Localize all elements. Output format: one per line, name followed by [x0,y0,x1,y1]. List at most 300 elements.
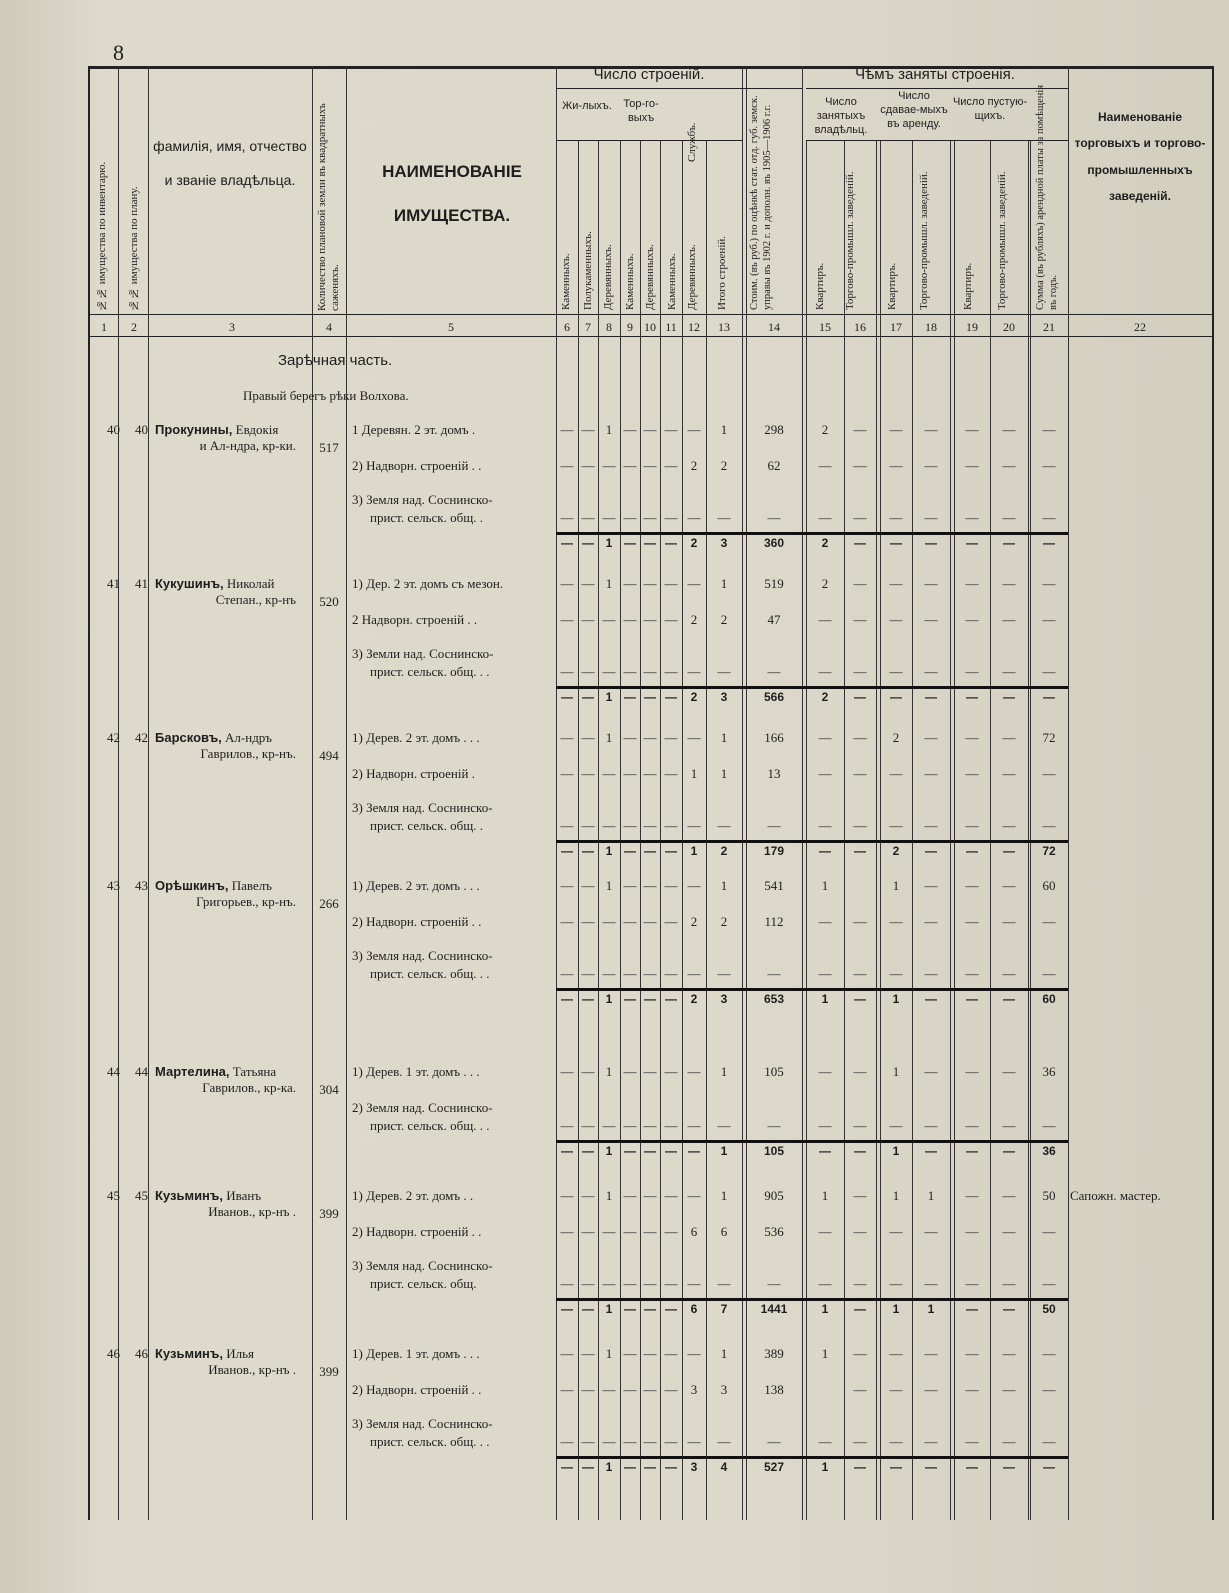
cell-c12: — [687,1064,701,1079]
total-c9: — [624,536,636,550]
header-c16: Торгово-промышл. заведеній. [844,171,856,310]
inventory-number: 41 [107,576,120,591]
cell-c15: — [818,1118,832,1133]
cell-c21: 72 [1042,730,1056,745]
cell-c19: — [965,914,979,929]
property-item: 3) Земля над. Соснинско- [352,948,493,963]
cell-c7: — [581,914,595,929]
total-c7: — [582,1144,594,1158]
property-item: 1) Дерев. 2 эт. домъ . . . [352,878,480,893]
header-c11: Каменныхъ. [666,253,678,310]
cell-c9: — [623,1434,637,1449]
property-item: 2) Надворн. строеній . [352,766,475,781]
cell-c20: — [1002,914,1016,929]
header-property-text: НАИМЕНОВАНІЕ ИМУЩЕСТВА. [382,162,522,226]
total-c8: 1 [605,690,613,704]
cell-c7: — [581,1064,595,1079]
cell-c13: 1 [720,576,728,591]
cell-c11: — [664,878,678,893]
cell-c21: — [1042,914,1056,929]
cell-c15: — [818,612,832,627]
total-c18: 1 [927,1302,935,1316]
cell-c17: — [889,1382,903,1397]
total-c21: — [1043,1460,1055,1474]
total-c11: — [665,1460,677,1474]
total-c7: — [582,1460,594,1474]
cell-c17: — [889,914,903,929]
cell-c7: — [581,966,595,981]
total-c10: — [644,844,656,858]
cell-c17: — [889,664,903,679]
property-item: 1) Дерев. 1 эт. домъ . . . [352,1064,480,1079]
owner-name [155,1064,276,1080]
total-rule [556,988,1068,991]
cell-c9: — [623,612,637,627]
cell-c10: — [643,878,657,893]
total-c12: 2 [690,992,698,1006]
cell-c9: — [623,1346,637,1361]
cell-c19: — [965,458,979,473]
cell-c6: — [560,1346,574,1361]
cell-c9: — [623,458,637,473]
header-plan-no: №№ имущества по плану. [128,186,140,311]
cell-c14: 105 [764,1064,784,1079]
owner-given-name: Ал-ндръ [221,730,273,745]
plan-number: 42 [135,730,148,745]
total-c18: — [925,690,937,704]
cell-c21: — [1042,766,1056,781]
cell-c16: — [853,458,867,473]
cell-c11: — [664,914,678,929]
cell-c14: 541 [764,878,784,893]
cell-c14: — [767,818,781,833]
cell-c8: — [602,914,616,929]
header-owner-text: фамилія, имя, отчество и званіе владѣльца. [153,138,307,188]
header-empty: Число пустую-щихъ. [952,96,1028,122]
cell-c7: — [581,730,595,745]
cell-c8: — [602,818,616,833]
cell-c7: — [581,1346,595,1361]
cell-c13: — [717,664,731,679]
total-c16: — [854,536,866,550]
total-c19: — [966,992,978,1006]
cell-c21: — [1042,422,1056,437]
property-item: 2) Надворн. строеній . . [352,1224,482,1239]
total-c13: 2 [720,844,728,858]
cell-c15: — [818,664,832,679]
cell-c8: 1 [605,730,613,745]
cell-c13: — [717,818,731,833]
owner-name [155,1346,254,1362]
total-c13: 4 [720,1460,728,1474]
header-usage-group: Чѣмъ заняты строенія. [855,66,1015,83]
cell-c14: 13 [767,766,781,781]
cell-c19: — [965,576,979,591]
cell-c7: — [581,1434,595,1449]
column-number: 13 [718,320,730,334]
cell-c16: — [853,422,867,437]
cell-c21: — [1042,1224,1056,1239]
cell-c20: — [1002,1382,1016,1397]
cell-c9: — [623,1276,637,1291]
inventory-number: 45 [107,1188,120,1203]
inventory-number: 43 [107,878,120,893]
property-item: 2) Надворн. строеній . . [352,1382,482,1397]
total-c15: 2 [821,690,829,704]
column-rule [118,66,119,1520]
cell-c20: — [1002,818,1016,833]
total-c11: — [665,1144,677,1158]
inventory-number: 40 [107,422,120,437]
cell-c15: — [818,1224,832,1239]
total-c13: 3 [720,536,728,550]
total-c18: — [925,992,937,1006]
total-c21: 72 [1042,844,1056,858]
cell-c21: — [1042,1434,1056,1449]
cell-c16: — [853,612,867,627]
page-number: 8 [113,40,124,65]
total-c14: 653 [763,992,785,1006]
column-number: 2 [131,320,137,334]
owner-given-name: Татьяна [229,1064,277,1079]
plan-number: 46 [135,1346,148,1361]
total-c7: — [582,536,594,550]
header-land-area: Количество плановой земли въ квадратныхъ саженяхъ. [316,103,341,311]
cell-c14: — [767,664,781,679]
total-c21: 36 [1042,1144,1056,1158]
total-rule [556,1456,1068,1459]
cell-c15: 1 [821,1188,829,1203]
cell-c20: — [1002,1434,1016,1449]
total-rule [556,840,1068,843]
cell-c9: — [623,576,637,591]
total-c6: — [561,1460,573,1474]
cell-c8: — [602,612,616,627]
cell-c21: 50 [1042,1188,1056,1203]
cell-c9: — [623,818,637,833]
cell-c19: — [965,1064,979,1079]
header-property [352,150,552,238]
cell-c10: — [643,1188,657,1203]
cell-c7: — [581,766,595,781]
owner-detail: Григорьев., кр-нъ. [196,894,296,909]
cell-c14: 166 [764,730,784,745]
header-residential: Жи-лыхъ. [562,100,612,112]
cell-c13: 1 [720,766,728,781]
cell-c17: — [889,1346,903,1361]
total-c7: — [582,690,594,704]
cell-c19: — [965,422,979,437]
cell-c6: — [560,576,574,591]
total-c8: 1 [605,992,613,1006]
total-c12: 2 [690,536,698,550]
header-c14: Стоим. (въ руб.) по оцѣнкѣ стат. отд. губ. земск. управы въ 1902 г. и дополн. въ 1905—1906 г.г. [749,95,773,310]
total-c8: 1 [605,1302,613,1316]
column-number: 15 [819,320,831,334]
property-item: 1) Дер. 2 эт. домъ съ мезон. [352,576,504,591]
cell-c13: 2 [720,458,728,473]
cell-c8: — [602,966,616,981]
column-number: 9 [627,320,633,334]
total-c8: 1 [605,844,613,858]
cell-c9: — [623,1064,637,1079]
cell-c15: — [818,818,832,833]
total-c19: — [966,844,978,858]
cell-c8: 1 [605,878,613,893]
owner-surname: Кукушинъ, [155,576,224,591]
header-sub-rule [556,140,742,141]
property-item: 1 Деревян. 2 эт. домъ . [352,422,476,437]
owner-surname: Кузьминъ, [155,1188,223,1203]
cell-c7: — [581,1224,595,1239]
cell-c17: — [889,510,903,525]
plan-number: 40 [135,422,148,437]
land-area: 494 [319,748,339,763]
total-c20: — [1003,844,1015,858]
cell-c17: — [889,1434,903,1449]
cell-c12: — [687,422,701,437]
total-c11: — [665,844,677,858]
cell-c20: — [1002,422,1016,437]
column-rule [148,66,149,1520]
total-rule [556,686,1068,689]
total-c15: — [819,1144,831,1158]
cell-c10: — [643,1064,657,1079]
cell-c6: — [560,730,574,745]
cell-c15: — [818,966,832,981]
total-c17: 1 [892,992,900,1006]
total-c10: — [644,992,656,1006]
cell-c20: — [1002,1224,1016,1239]
land-area: 517 [319,440,339,455]
owner-surname: Мартелина, [155,1064,230,1079]
cell-c10: — [643,422,657,437]
cell-c17: — [889,1276,903,1291]
cell-c14: 112 [764,914,784,929]
cell-c6: — [560,1434,574,1449]
total-c17: — [890,1460,902,1474]
header-buildings-group: Число строеній. [593,66,705,83]
cell-c10: — [643,458,657,473]
colnum-bottom-rule [88,336,1212,337]
cell-c12: 6 [690,1224,698,1239]
property-item-cont: прист. сельск. общ. . . [370,1434,490,1449]
total-c7: — [582,1302,594,1316]
cell-c13: 6 [720,1224,728,1239]
cell-c12: — [687,1434,701,1449]
cell-c12: — [687,1188,701,1203]
cell-c20: — [1002,664,1016,679]
cell-c20: — [1002,458,1016,473]
cell-c10: — [643,1382,657,1397]
cell-c8: — [602,664,616,679]
cell-c18: — [924,766,938,781]
cell-c6: — [560,766,574,781]
cell-c16: — [853,766,867,781]
total-c21: — [1043,536,1055,550]
cell-c19: — [965,1276,979,1291]
cell-c18: — [924,576,938,591]
cell-c13: 2 [720,612,728,627]
cell-c16: — [853,1188,867,1203]
total-c12: 1 [690,844,698,858]
header-c20: Торгово-промышл. заведеній. [996,171,1008,310]
cell-c14: — [767,1276,781,1291]
cell-c15: — [818,458,832,473]
column-number: 7 [585,320,591,334]
section-subtitle: Правый берегъ рѣки Волхова. [243,388,409,403]
cell-c7: — [581,1382,595,1397]
total-c9: — [624,844,636,858]
column-number: 5 [448,320,454,334]
header-c17: Квартиръ. [886,262,898,310]
property-item: 3) Земля над. Соснинско- [352,492,493,507]
column-rule [88,66,90,1520]
total-c14: 360 [763,536,785,550]
inventory-number: 42 [107,730,120,745]
cell-c10: — [643,966,657,981]
cell-c19: — [965,1118,979,1133]
cell-c11: — [664,664,678,679]
cell-c11: — [664,422,678,437]
owner-detail: Степан., кр-нъ [215,592,296,607]
cell-c16: — [853,1224,867,1239]
cell-c21: — [1042,1346,1056,1361]
total-c19: — [966,1460,978,1474]
cell-c12: 3 [690,1382,698,1397]
cell-c12: — [687,818,701,833]
cell-c14: 905 [764,1188,784,1203]
cell-c19: — [965,664,979,679]
cell-c9: — [623,1382,637,1397]
cell-c9: — [623,914,637,929]
cell-c16: — [853,1276,867,1291]
owner-given-name: Евдокія [232,422,279,437]
property-item: 2 Надворн. строеній . . [352,612,478,627]
cell-c20: — [1002,1188,1016,1203]
column-number: 19 [966,320,978,334]
cell-c6: — [560,422,574,437]
property-item: 3) Земли над. Соснинско- [352,646,494,661]
total-c20: — [1003,690,1015,704]
cell-c13: 3 [720,1382,728,1397]
header-c10: Деревянныхъ. [644,244,656,310]
header-c8: Деревянныхъ. [602,244,614,310]
cell-c16: — [853,730,867,745]
cell-c6: — [560,612,574,627]
cell-c12: — [687,510,701,525]
column-rule [802,66,803,1520]
cell-c14: 298 [764,422,784,437]
cell-c11: — [664,1346,678,1361]
total-c20: — [1003,992,1015,1006]
header-c22-text: Наименованіе торговыхъ и торгово-промышленныхъ заведеній. [1074,110,1206,204]
total-c18: — [925,844,937,858]
header-c21: Сумма (въ рубляхъ) арендной платы за помѣщенія въ годъ. [1035,84,1059,310]
cell-c14: 138 [764,1382,784,1397]
total-c9: — [624,1144,636,1158]
cell-c6: — [560,818,574,833]
cell-c6: — [560,1188,574,1203]
land-area: 520 [319,594,339,609]
cell-c10: — [643,766,657,781]
header-c7: Полукаменныхъ. [582,231,594,310]
total-c14: 105 [763,1144,785,1158]
cell-c19: — [965,878,979,893]
cell-c15: 2 [821,576,829,591]
cell-c16: — [853,510,867,525]
cell-c6: — [560,664,574,679]
cell-c7: — [581,1118,595,1133]
cell-c20: — [1002,730,1016,745]
owner-name [155,730,272,746]
total-c11: — [665,1302,677,1316]
cell-c17: — [889,1224,903,1239]
plan-number: 45 [135,1188,148,1203]
cell-c21: — [1042,818,1056,833]
cell-c7: — [581,818,595,833]
total-c13: 3 [720,992,728,1006]
cell-c12: 2 [690,458,698,473]
land-area: 399 [319,1364,339,1379]
total-c17: — [890,536,902,550]
cell-c12: 1 [690,766,698,781]
cell-c18: — [924,818,938,833]
total-c17: 2 [892,844,900,858]
cell-c20: — [1002,766,1016,781]
cell-c14: — [767,1434,781,1449]
cell-c9: — [623,510,637,525]
cell-c18: 1 [927,1188,935,1203]
owner-surname: Кузьминъ, [155,1346,223,1361]
cell-c6: — [560,458,574,473]
cell-c13: — [717,1434,731,1449]
cell-c18: — [924,1064,938,1079]
cell-c19: — [965,612,979,627]
total-c12: 6 [690,1302,698,1316]
cell-c19: — [965,1434,979,1449]
cell-c11: — [664,818,678,833]
cell-c10: — [643,1276,657,1291]
cell-c19: — [965,1224,979,1239]
cell-c9: — [623,766,637,781]
total-c11: — [665,536,677,550]
total-c19: — [966,1144,978,1158]
header-c9: Каменныхъ. [624,253,636,310]
header-c18: Торгово-промышл. заведеній. [918,171,930,310]
cell-c15: — [818,1434,832,1449]
owner-detail: и Ал-ндра, кр-ки. [199,438,296,453]
owner-name [155,422,278,438]
total-c21: — [1043,690,1055,704]
cell-c16: — [853,1064,867,1079]
total-c9: — [624,1302,636,1316]
cell-c17: 2 [892,730,900,745]
property-item: 2) Надворн. строеній . . [352,458,482,473]
cell-c13: — [717,1276,731,1291]
cell-c19: — [965,1188,979,1203]
cell-c7: — [581,664,595,679]
cell-c6: — [560,510,574,525]
land-area: 399 [319,1206,339,1221]
total-c20: — [1003,536,1015,550]
owner-given-name: Илья [223,1346,255,1361]
column-number: 21 [1043,320,1055,334]
owner-name [155,878,272,894]
cell-c18: — [924,510,938,525]
owner-given-name: Павелъ [228,878,272,893]
cell-c11: — [664,730,678,745]
